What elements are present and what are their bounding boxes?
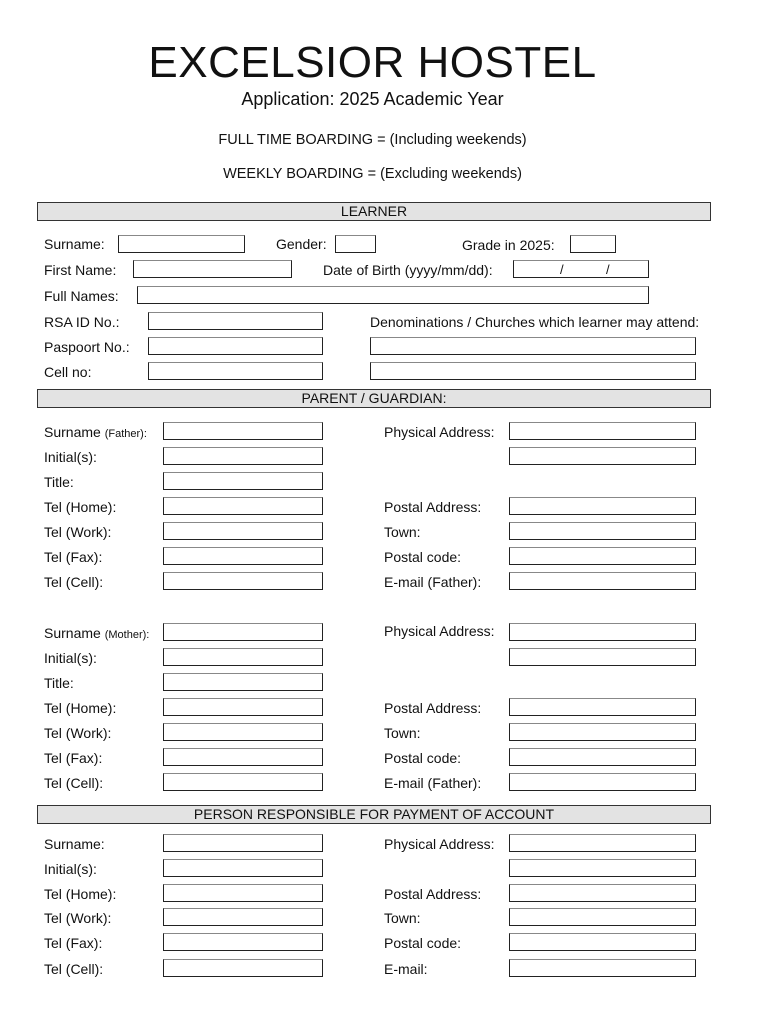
learner-denominations-label: Denominations / Churches which learner may attend: [370,314,700,330]
father-initials-field[interactable] [163,447,323,465]
father-surname-field[interactable] [163,422,323,440]
learner-first-name-field[interactable] [133,260,292,278]
father-postal-code-label: Postal code: [384,549,462,565]
mother-tel-fax-label: Tel (Fax): [44,750,103,766]
payment-tel-cell-label: Tel (Cell): [44,961,104,977]
learner-first-name-label: First Name: [44,262,117,278]
father-physical-address-label: Physical Address: [384,424,495,440]
mother-town-label: Town: [384,725,421,741]
mother-postal-address-field[interactable] [509,698,696,716]
mother-postal-address-label: Postal Address: [384,700,482,716]
father-physical-address-field-1[interactable] [509,422,696,440]
mother-surname-label: Surname (Mother): [44,625,150,641]
dob-separator: / [560,262,564,277]
learner-full-names-field[interactable] [137,286,649,304]
learner-denominations-field-1[interactable] [370,337,696,355]
mother-tel-work-label: Tel (Work): [44,725,112,741]
learner-full-names-label: Full Names: [44,288,119,304]
father-physical-address-field-2[interactable] [509,447,696,465]
payment-postal-address-label: Postal Address: [384,886,482,902]
father-initials-label: Initial(s): [44,449,97,465]
mother-tel-home-label: Tel (Home): [44,700,117,716]
payment-town-label: Town: [384,910,421,926]
mother-surname-field[interactable] [163,623,323,641]
learner-denominations-field-2[interactable] [370,362,696,380]
mother-title-field[interactable] [163,673,323,691]
mother-initials-field[interactable] [163,648,323,666]
payment-email-field[interactable] [509,959,696,977]
learner-passport-field[interactable] [148,337,323,355]
learner-surname-label: Surname: [44,236,105,252]
learner-passport-label: Paspoort No.: [44,339,130,355]
payment-tel-work-field[interactable] [163,908,323,926]
learner-dob-label: Date of Birth (yyyy/mm/dd): [323,262,493,278]
mother-town-field[interactable] [509,723,696,741]
father-title-label: Title: [44,474,74,490]
mother-tel-home-field[interactable] [163,698,323,716]
payment-tel-cell-field[interactable] [163,959,323,977]
father-tel-cell-field[interactable] [163,572,323,590]
mother-title-label: Title: [44,675,74,691]
learner-gender-field[interactable] [335,235,376,253]
payment-tel-fax-field[interactable] [163,933,323,951]
father-tel-home-label: Tel (Home): [44,499,117,515]
payment-town-field[interactable] [509,908,696,926]
payment-postal-code-label: Postal code: [384,935,462,951]
father-tel-fax-field[interactable] [163,547,323,565]
mother-email-field[interactable] [509,773,696,791]
learner-cell-label: Cell no: [44,364,92,380]
mother-physical-address-field-2[interactable] [509,648,696,666]
father-tel-cell-label: Tel (Cell): [44,574,104,590]
father-surname-label: Surname (Father): [44,424,147,440]
payment-physical-address-label: Physical Address: [384,836,495,852]
mother-tel-work-field[interactable] [163,723,323,741]
father-title-field[interactable] [163,472,323,490]
learner-section-heading: LEARNER [37,202,711,221]
mother-physical-address-label: Physical Address: [384,623,495,639]
father-email-label: E-mail (Father): [384,574,482,590]
father-tel-fax-label: Tel (Fax): [44,549,103,565]
page-subtitle: Application: 2025 Academic Year [241,89,504,109]
weekly-boarding-note: WEEKLY BOARDING = (Excluding weekends) [223,166,522,182]
father-tel-home-field[interactable] [163,497,323,515]
learner-rsa-id-field[interactable] [148,312,323,330]
payment-physical-address-field-2[interactable] [509,859,696,877]
learner-cell-field[interactable] [148,362,323,380]
father-tel-work-label: Tel (Work): [44,524,112,540]
mother-postal-code-label: Postal code: [384,750,462,766]
father-postal-code-field[interactable] [509,547,696,565]
mother-email-label: E-mail (Father): [384,775,482,791]
learner-surname-field[interactable] [118,235,245,253]
mother-tel-fax-field[interactable] [163,748,323,766]
payment-surname-field[interactable] [163,834,323,852]
father-postal-address-field[interactable] [509,497,696,515]
father-town-label: Town: [384,524,421,540]
father-email-field[interactable] [509,572,696,590]
page-title: EXCELSIOR HOSTEL [148,38,597,87]
payment-surname-label: Surname: [44,836,105,852]
payment-initials-field[interactable] [163,859,323,877]
payment-postal-code-field[interactable] [509,933,696,951]
payment-tel-fax-label: Tel (Fax): [44,935,103,951]
payment-tel-work-label: Tel (Work): [44,910,112,926]
learner-dob-field[interactable] [513,260,649,278]
payment-initials-label: Initial(s): [44,861,97,877]
payment-section-heading: PERSON RESPONSIBLE FOR PAYMENT OF ACCOUNT [37,805,711,824]
learner-gender-label: Gender: [276,236,327,252]
dob-separator: / [606,262,610,277]
father-tel-work-field[interactable] [163,522,323,540]
payment-tel-home-field[interactable] [163,884,323,902]
payment-tel-home-label: Tel (Home): [44,886,117,902]
full-boarding-note: FULL TIME BOARDING = (Including weekends) [218,132,527,148]
learner-grade-field[interactable] [570,235,616,253]
parent-section-heading: PARENT / GUARDIAN: [37,389,711,408]
learner-grade-label: Grade in 2025: [462,237,555,253]
payment-postal-address-field[interactable] [509,884,696,902]
learner-rsa-id-label: RSA ID No.: [44,314,120,330]
payment-physical-address-field-1[interactable] [509,834,696,852]
mother-postal-code-field[interactable] [509,748,696,766]
father-postal-address-label: Postal Address: [384,499,482,515]
payment-email-label: E-mail: [384,961,428,977]
mother-tel-cell-label: Tel (Cell): [44,775,104,791]
father-town-field[interactable] [509,522,696,540]
mother-initials-label: Initial(s): [44,650,97,666]
mother-physical-address-field-1[interactable] [509,623,696,641]
mother-tel-cell-field[interactable] [163,773,323,791]
